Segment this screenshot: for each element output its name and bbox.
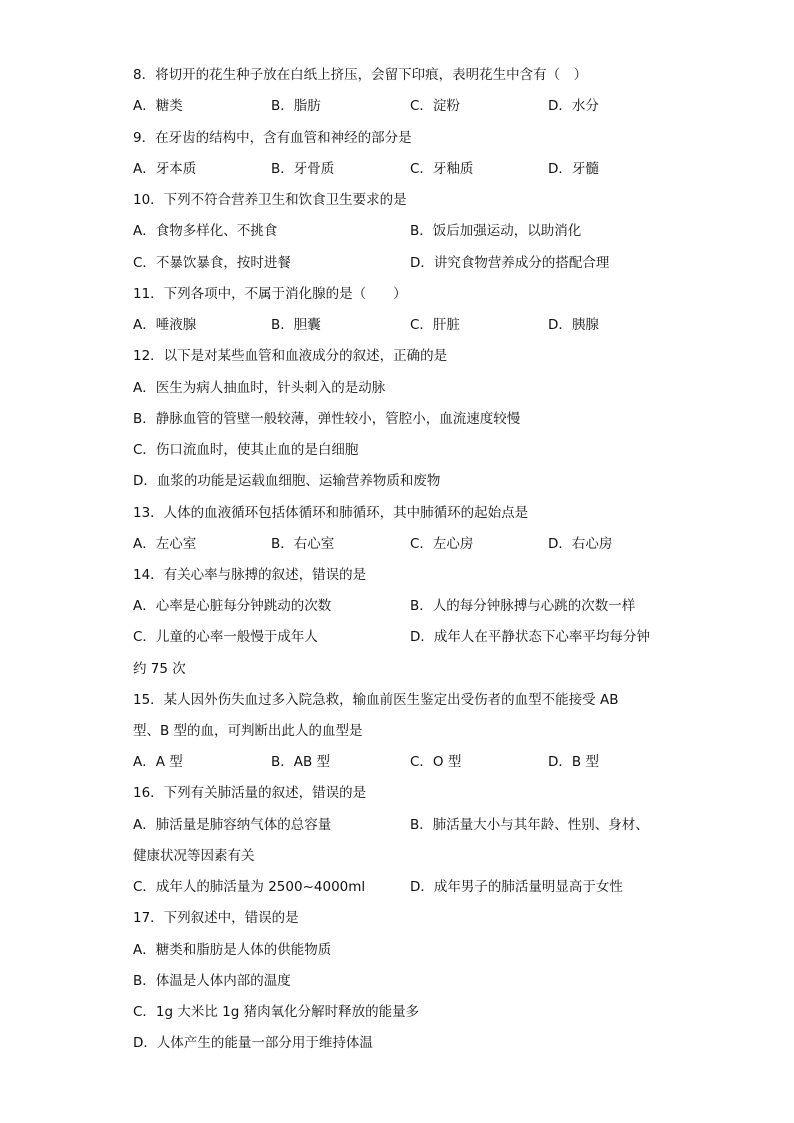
question-13-stem: 13．人体的血液循环包括体循环和肺循环，其中肺循环的起始点是 (133, 505, 529, 521)
q11-option-b[interactable]: B．胆囊 (271, 317, 321, 333)
question-8-stem: 8．将切开的花生种子放在白纸上挤压，会留下印痕，表明花生中含有（ ） (133, 67, 588, 83)
q10-option-c[interactable]: C．不暴饮暴食，按时进餐 (133, 255, 291, 271)
q13-option-c[interactable]: C．左心房 (410, 536, 474, 552)
q8-option-c[interactable]: C．淀粉 (410, 98, 460, 114)
q15-option-b[interactable]: B．AB 型 (271, 754, 331, 770)
q17-option-b[interactable]: B．体温是人体内部的温度 (133, 973, 291, 989)
q17-option-a[interactable]: A．糖类和脂肪是人体的供能物质 (133, 942, 332, 958)
question-17-stem: 17．下列叙述中，错误的是 (133, 910, 299, 926)
question-12-stem: 12．以下是对某些血管和血液成分的叙述，正确的是 (133, 348, 448, 364)
q13-option-a[interactable]: A．左心室 (133, 536, 197, 552)
q10-option-b[interactable]: B．饭后加强运动，以助消化 (410, 223, 582, 239)
question-9-stem: 9．在牙齿的结构中，含有血管和神经的部分是 (133, 130, 412, 146)
q9-option-c[interactable]: C．牙釉质 (410, 161, 474, 177)
q15-option-a[interactable]: A．A 型 (133, 754, 183, 770)
q17-option-d[interactable]: D．人体产生的能量一部分用于维持体温 (133, 1035, 373, 1051)
question-16-stem: 16．下列有关肺活量的叙述，错误的是 (133, 785, 367, 801)
q9-option-a[interactable]: A．牙本质 (133, 161, 197, 177)
q9-option-b[interactable]: B．牙骨质 (271, 161, 335, 177)
question-11-stem: 11．下列各项中，不属于消化腺的是（ ） (133, 286, 407, 302)
q10-option-a[interactable]: A．食物多样化、不挑食 (133, 223, 278, 239)
q14-option-d-continuation: 约 75 次 (133, 661, 186, 677)
q12-option-c[interactable]: C．伤口流血时，使其止血的是白细胞 (133, 442, 359, 458)
q16-option-b-continuation: 健康状况等因素有关 (133, 848, 255, 864)
q11-option-c[interactable]: C．肝脏 (410, 317, 460, 333)
q12-option-d[interactable]: D．血浆的功能是运载血细胞、运输营养物质和废物 (133, 473, 441, 489)
question-15-stem: 15．某人因外伤失血过多入院急救，输血前医生鉴定出受伤者的血型不能接受 AB (133, 692, 619, 708)
q12-option-a[interactable]: A．医生为病人抽血时，针头刺入的是动脉 (133, 380, 386, 396)
q13-option-d[interactable]: D．右心房 (548, 536, 613, 552)
q11-option-d[interactable]: D．胰腺 (548, 317, 599, 333)
q16-option-c[interactable]: C．成年人的肺活量为 2500~4000ml (133, 879, 366, 895)
q14-option-b[interactable]: B．人的每分钟脉搏与心跳的次数一样 (410, 598, 636, 614)
q15-option-c[interactable]: C．O 型 (410, 754, 462, 770)
q17-option-c[interactable]: C．1g 大米比 1g 猪肉氧化分解时释放的能量多 (133, 1004, 420, 1020)
q8-option-d[interactable]: D．水分 (548, 98, 599, 114)
q16-option-a[interactable]: A．肺活量是肺容纳气体的总容量 (133, 817, 332, 833)
question-14-stem: 14．有关心率与脉搏的叙述，错误的是 (133, 567, 367, 583)
q8-option-a[interactable]: A．糖类 (133, 98, 183, 114)
q8-option-b[interactable]: B．脂肪 (271, 98, 321, 114)
q14-option-d[interactable]: D．成年人在平静状态下心率平均每分钟 (410, 629, 650, 645)
q9-option-d[interactable]: D．牙髓 (548, 161, 599, 177)
q14-option-a[interactable]: A．心率是心脏每分钟跳动的次数 (133, 598, 332, 614)
q16-option-b[interactable]: B．肺活量大小与其年龄、性别、身材、 (410, 817, 649, 833)
q12-option-b[interactable]: B．静脉血管的管壁一般较薄，弹性较小，管腔小，血流速度较慢 (133, 411, 521, 427)
question-10-stem: 10．下列不符合营养卫生和饮食卫生要求的是 (133, 192, 407, 208)
q10-option-d[interactable]: D．讲究食物营养成分的搭配合理 (410, 255, 610, 271)
q16-option-d[interactable]: D．成年男子的肺活量明显高于女性 (410, 879, 623, 895)
q13-option-b[interactable]: B．右心室 (271, 536, 335, 552)
q11-option-a[interactable]: A．唾液腺 (133, 317, 197, 333)
q15-option-d[interactable]: D．B 型 (548, 754, 599, 770)
question-15-stem-continuation: 型、B 型的血，可判断出此人的血型是 (133, 723, 363, 739)
q14-option-c[interactable]: C．儿童的心率一般慢于成年人 (133, 629, 318, 645)
